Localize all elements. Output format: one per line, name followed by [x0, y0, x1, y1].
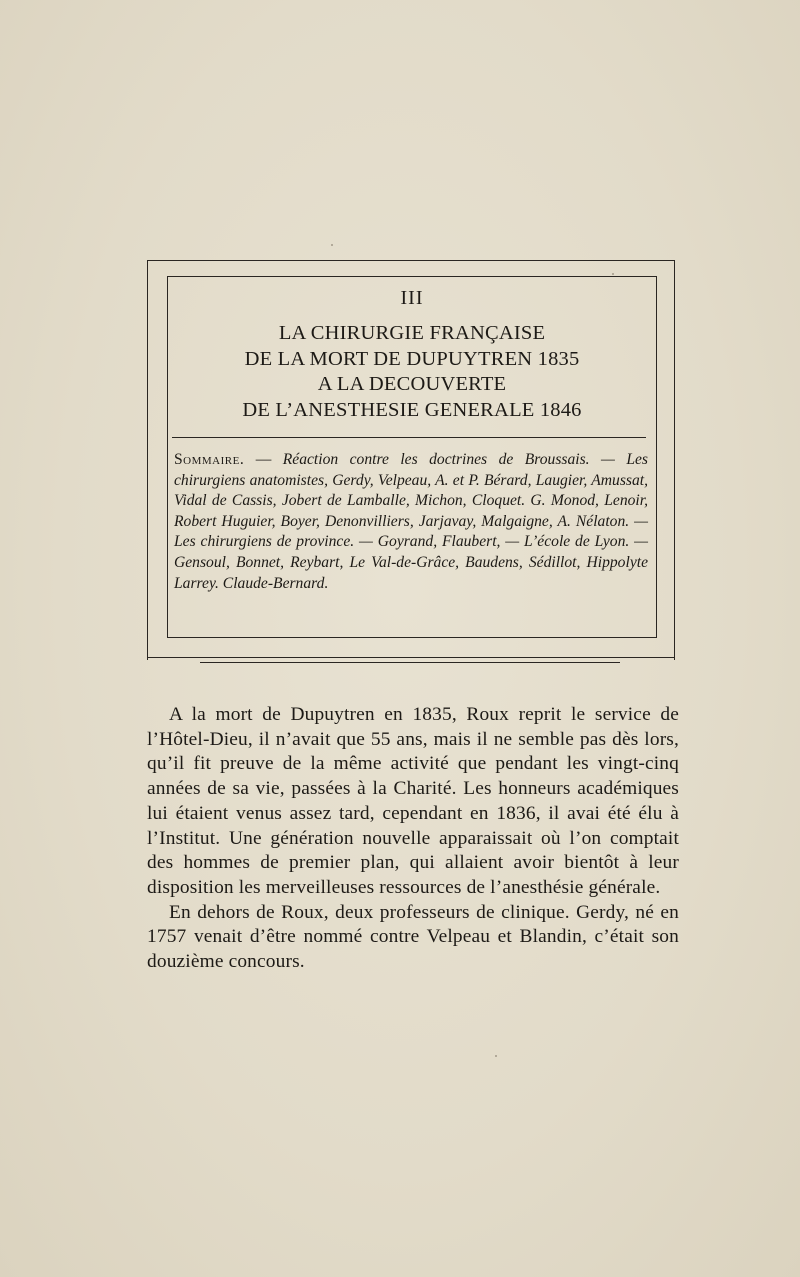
summary-label: Sommaire. [174, 451, 245, 468]
body-text [147, 703, 679, 975]
outer-frame-bottom-rule [147, 657, 675, 658]
chapter-title-line: DE LA MORT DE DUPUYTREN 1835 [244, 347, 580, 370]
chapter-title-line: LA CHIRURGIE FRANÇAISE [278, 322, 546, 344]
inner-frame-bottom-rule [167, 637, 657, 638]
chapter-summary [174, 450, 648, 594]
paper-speck [331, 244, 333, 246]
body-paragraph: A la mort de Dupuytren en 1835, Roux reprit le service de l’Hôtel-Dieu, il n’avait que 55 ans, mais il ne semble pas dès lors, qu’il fit preuve de la même activité que pendant les vingt-cinq années de sa vie, passées à la Charité. Les honneurs académiques lui étaient venus assez tard, cependant en 1836, il avai été élu à l’Institut. Une génération nouvelle apparaissait où l’on comptait des hommes de premier plan, qui allaient avoir bientôt à leur disposition les merveilleuses ressources de l’anesthésie générale. [147, 704, 679, 898]
title-divider [172, 437, 646, 438]
paper-speck [495, 1055, 497, 1057]
summary-items: Réaction contre les doctrines de Broussais. — Les chirurgiens anatomistes, Gerdy, Velpeau, A. et P. Bérard, Laugier, Amussat, Vidal de Cassis, Jobert de Lamballe, Michon, Cloquet. G. Monod, Lenoir, Robert Huguier, Boyer, Denonvilliers, Jarjavay, Malgaigne, A. Nélaton. — Les chirurgiens de province. — Goyrand, Flaubert, — L’école de Lyon. — Gensoul, Bonnet, Reybart, Le Val-de-Grâce, Baudens, Sédillot, Hippolyte Larrey. Claude-Bernard. [174, 451, 649, 592]
summary-dash: — [244, 451, 283, 468]
chapter-number: III [400, 287, 424, 309]
chapter-title [167, 321, 657, 423]
chapter-title-line: A LA DECOUVERTE [317, 373, 507, 395]
body-paragraph: En dehors de Roux, deux professeurs de clinique. Gerdy, né en 1757 venait d’être nommé contre Velpeau et Blandin, c’était son douzième concours. [147, 901, 679, 973]
outer-frame-lower-rule [200, 662, 620, 663]
chapter-title-line: DE L’ANESTHESIE GENERALE 1846 [242, 398, 582, 421]
